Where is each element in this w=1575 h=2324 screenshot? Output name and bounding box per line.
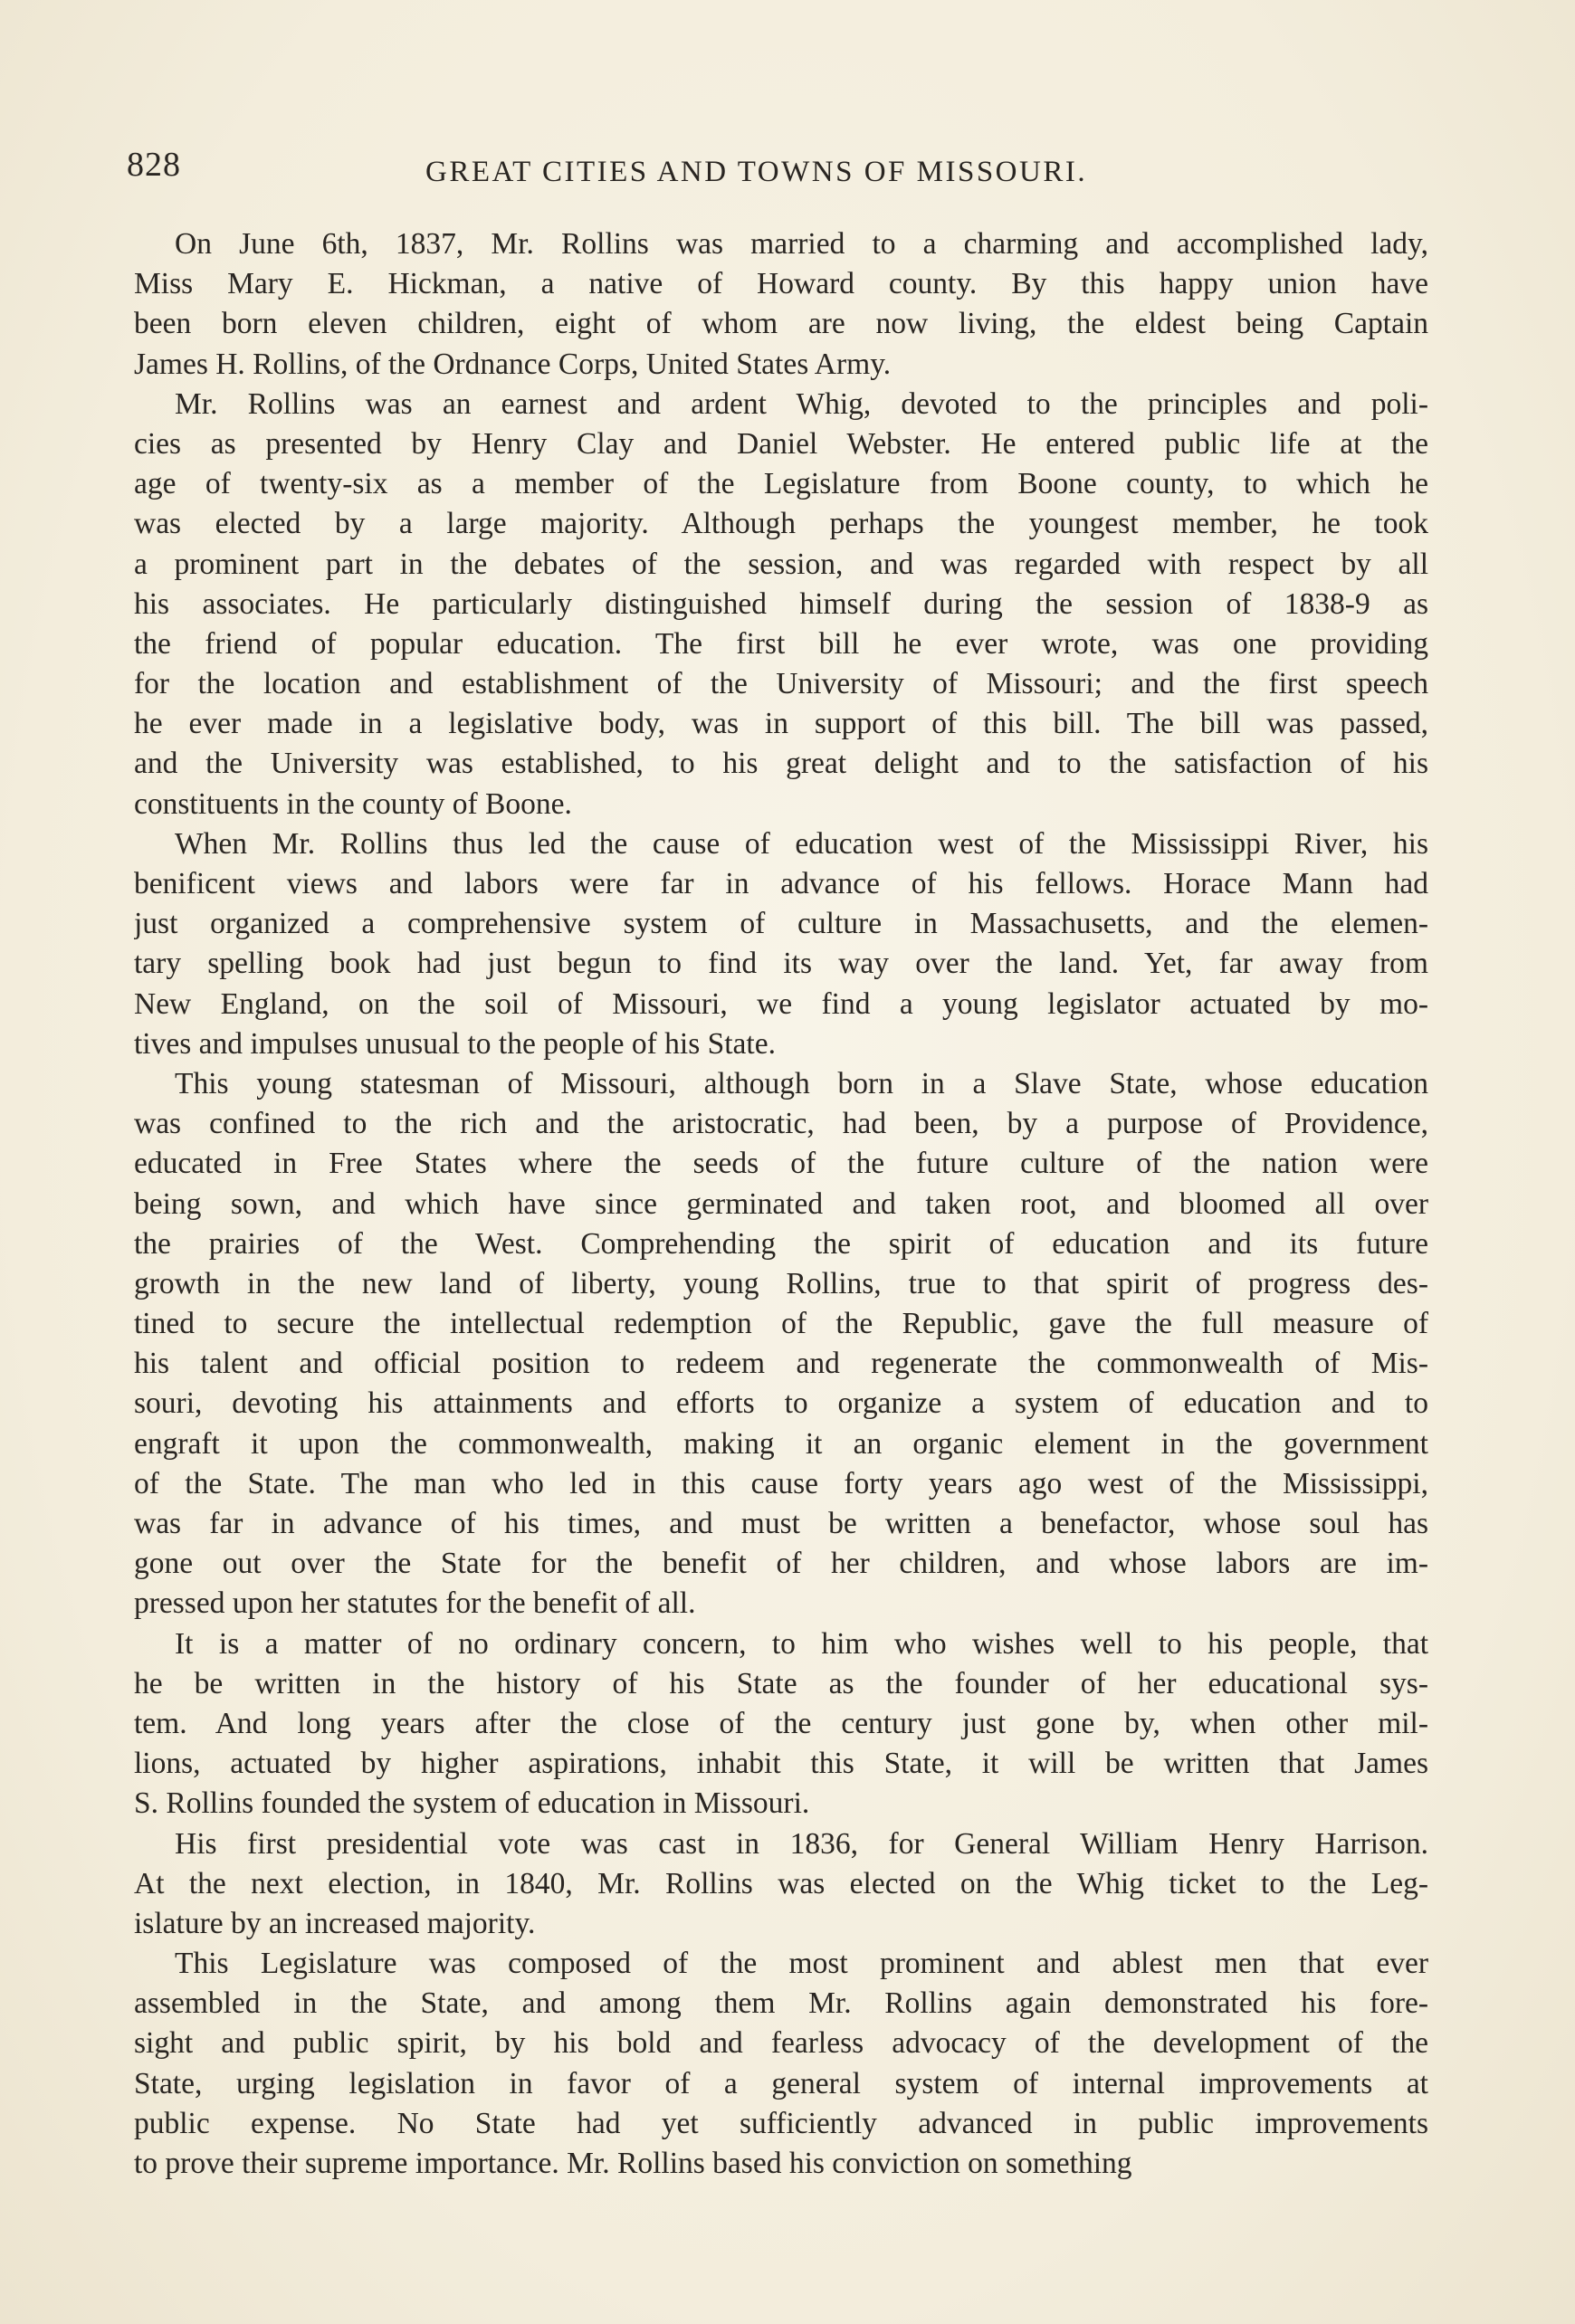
- text-line: islature by an increased majority.: [134, 1906, 536, 1940]
- text-line: his associates. He particularly distinguished himself during the session of 1838-9 as: [134, 586, 1428, 621]
- text-line: and the University was established, to his great delight and to the satisfaction of his: [134, 747, 1428, 781]
- text-line: the prairies of the West. Comprehending the spirit of education and its future: [134, 1226, 1428, 1261]
- text-line: When Mr. Rollins thus led the cause of education west of the Mississippi River, his: [175, 826, 1428, 861]
- text-line: benificent views and labors were far in advance of his fellows. Horace Mann had: [134, 867, 1428, 900]
- text-line: to prove their supreme importance. Mr. Rollins based his conviction on something: [134, 2147, 1132, 2180]
- text-line: engraft it upon the commonwealth, making it an organic element in the government: [134, 1426, 1428, 1461]
- page-header: [127, 145, 1439, 199]
- text-line: for the location and establishment of the University of Missouri; and the first speech: [134, 667, 1428, 701]
- text-line: Mr. Rollins was an earnest and ardent Whig, devoted to the principles and poli-: [175, 386, 1428, 421]
- body-text: [134, 224, 1428, 2184]
- text-line: State, urging legislation in favor of a general system of internal improvements at: [134, 2066, 1428, 2100]
- text-line: assembled in the State, and among them Mr. Rollins again demonstrated his fore-: [134, 1986, 1428, 2021]
- text-line: tives and impulses unusual to the people of his State.: [134, 1026, 776, 1061]
- text-line: was elected by a large majority. Although perhaps the youngest member, he took: [134, 507, 1428, 541]
- text-line: being sown, and which have since germinated and taken root, and bloomed all over: [134, 1186, 1428, 1221]
- text-line: a prominent part in the debates of the session, and was regarded with respect by all: [134, 547, 1428, 581]
- text-line: cies as presented by Henry Clay and Daniel Webster. He entered public life at the: [134, 426, 1428, 461]
- text-line: It is a matter of no ordinary concern, to him who wishes well to his people, that: [175, 1626, 1428, 1661]
- paragraph: [134, 1624, 1428, 1824]
- text-line: was far in advance of his times, and must be written a benefactor, whose soul has: [134, 1507, 1428, 1540]
- text-line: growth in the new land of liberty, young Rollins, true to that spirit of progress des-: [134, 1266, 1428, 1300]
- text-line: of the State. The man who led in this cause forty years ago west of the Mississippi,: [134, 1466, 1428, 1500]
- text-line: tined to secure the intellectual redemption of the Republic, gave the full measure of: [134, 1307, 1428, 1341]
- text-line: the friend of popular education. The first bill he ever wrote, was one providing: [134, 626, 1428, 661]
- text-line: public expense. No State had yet sufficiently advanced in public improvements: [134, 2106, 1428, 2140]
- running-title: GREAT CITIES AND TOWNS OF MISSOURI.: [425, 156, 1088, 188]
- text-line: age of twenty-six as a member of the Legislature from Boone county, to which he: [134, 467, 1428, 501]
- text-line: just organized a comprehensive system of culture in Massachusetts, and the elemen-: [134, 907, 1428, 941]
- paragraph: [134, 824, 1428, 1064]
- text-line: This young statesman of Missouri, although born in a Slave State, whose education: [175, 1066, 1428, 1100]
- text-line: This Legislature was composed of the most prominent and ablest men that ever: [175, 1947, 1428, 1981]
- text-line: Miss Mary E. Hickman, a native of Howard county. By this happy union have: [134, 267, 1428, 301]
- paragraph: [134, 1064, 1428, 1624]
- text-line: was confined to the rich and the aristocratic, had been, by a purpose of Providence,: [134, 1107, 1428, 1141]
- paragraph: [134, 224, 1428, 385]
- paragraph: [134, 1944, 1428, 2184]
- text-line: sight and public spirit, by his bold and fearless advocacy of the development of the: [134, 2026, 1428, 2061]
- text-line: New England, on the soil of Missouri, we find a young legislator actuated by mo-: [134, 986, 1428, 1021]
- text-line: On June 6th, 1837, Mr. Rollins was married to a charming and accomplished lady,: [175, 227, 1428, 261]
- text-line: been born eleven children, eight of whom are now living, the eldest being Captain: [134, 307, 1428, 341]
- text-line: tary spelling book had just begun to find its way over the land. Yet, far away from: [134, 947, 1428, 981]
- text-line: His first presidential vote was cast in 1836, for General William Henry Harrison.: [175, 1826, 1428, 1861]
- text-line: he ever made in a legislative body, was in support of this bill. The bill was passed,: [134, 707, 1428, 741]
- text-line: he be written in the history of his State as the founder of her educational sys-: [134, 1666, 1428, 1700]
- text-line: his talent and official position to redeem and regenerate the commonwealth of Mis-: [134, 1347, 1428, 1381]
- text-line: tem. And long years after the close of the century just gone by, when other mil-: [134, 1706, 1428, 1740]
- text-line: lions, actuated by higher aspirations, inhabit this State, it will be written that James: [134, 1747, 1428, 1781]
- text-line: gone out over the State for the benefit of her children, and whose labors are im-: [134, 1547, 1428, 1581]
- text-line: souri, devoting his attainments and efforts to organize a system of education and to: [134, 1386, 1428, 1421]
- text-line: educated in Free States where the seeds of the future culture of the nation were: [134, 1147, 1428, 1181]
- text-line: constituents in the county of Boone.: [134, 786, 572, 821]
- text-line: S. Rollins founded the system of education in Missouri.: [134, 1786, 810, 1821]
- page-number: 828: [127, 146, 181, 184]
- text-line: James H. Rollins, of the Ordnance Corps, United States Army.: [134, 347, 892, 381]
- paragraph: [134, 385, 1428, 824]
- text-line: pressed upon her statutes for the benefit of all.: [134, 1586, 696, 1621]
- paragraph: [134, 1824, 1428, 1945]
- text-line: At the next election, in 1840, Mr. Rollins was elected on the Whig ticket to the Leg-: [134, 1866, 1428, 1900]
